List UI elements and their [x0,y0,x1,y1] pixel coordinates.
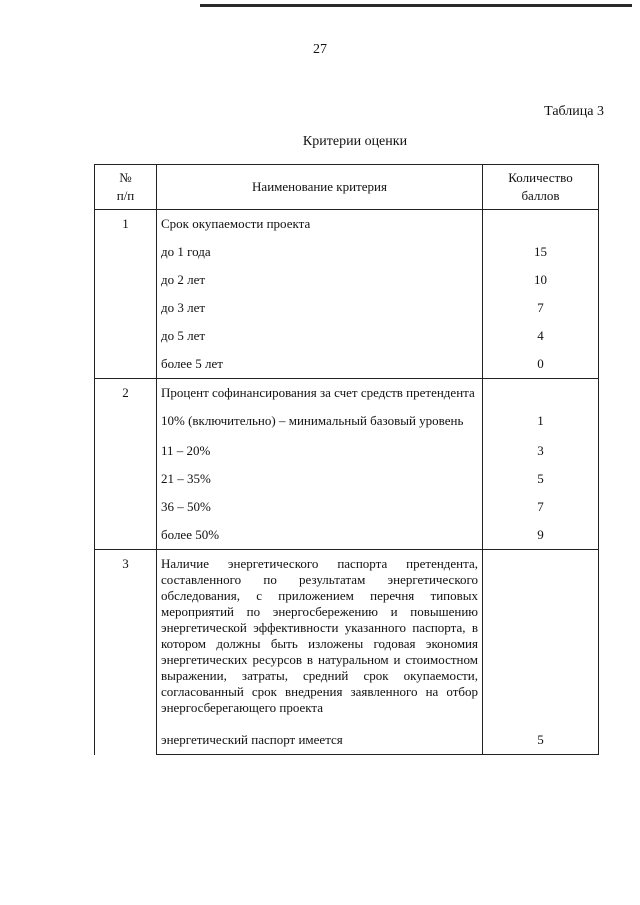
option-score: 0 [483,350,599,379]
option-score: 5 [483,465,599,493]
option-score: 5 [483,726,599,755]
header-score: Количество баллов [483,165,599,210]
criterion-number: 3 [95,550,157,755]
option-label: 21 – 35% [157,465,483,493]
table-row [95,409,599,437]
criteria-table [94,164,599,755]
option-score: 1 [483,409,599,437]
criterion-number: 2 [95,379,157,550]
criterion-title: Срок окупаемости проекта [157,210,483,239]
table-row [95,437,599,465]
table-row [95,266,599,294]
option-label: более 5 лет [157,350,483,379]
table-row [95,465,599,493]
table-row [95,210,599,239]
table-label: Таблица 3 [544,104,604,119]
option-label: до 3 лет [157,294,483,322]
option-score: 7 [483,294,599,322]
option-label: 36 – 50% [157,493,483,521]
option-score: 10 [483,266,599,294]
table-row [95,322,599,350]
option-label: более 50% [157,521,483,550]
table-row [95,379,599,410]
option-label: до 1 года [157,238,483,266]
option-label: до 2 лет [157,266,483,294]
criterion-title: Наличие энергетического паспорта претендента, составленного по результатам энергетического обследования, с приложением перечня типовых мероприятий по энергосбережению и повышению энергетической эффективности указанного паспорта, в котором должны быть изложены годовая экономия энергетических ресурсов в натуральном и стоимостном выражении, затраты, средний срок окупаемости, согласованный срок внедрения заявленного на отбор энергосберегающего проекта [157,550,483,727]
option-score: 15 [483,238,599,266]
table-row [95,238,599,266]
criterion-number: 1 [95,210,157,379]
option-label: 10% (включительно) – минимальный базовый уровень [157,409,483,437]
option-label: 11 – 20% [157,437,483,465]
table-row [95,726,599,755]
table-row [95,493,599,521]
option-label: до 5 лет [157,322,483,350]
header-name: Наименование критерия [157,165,483,210]
top-edge-line [200,4,632,7]
table-row [95,294,599,322]
header-num: № п/п [95,165,157,210]
option-label: энергетический паспорт имеется [157,726,483,755]
option-score: 7 [483,493,599,521]
option-score: 3 [483,437,599,465]
table-header-row [95,165,599,210]
criterion-title: Процент софинансирования за счет средств претендента [157,379,483,410]
table-row [95,350,599,379]
table-row [95,521,599,550]
page-number: 27 [313,42,327,57]
option-score: 4 [483,322,599,350]
option-score: 9 [483,521,599,550]
table-caption: Критерии оценки [302,134,408,149]
table-row [95,550,599,727]
